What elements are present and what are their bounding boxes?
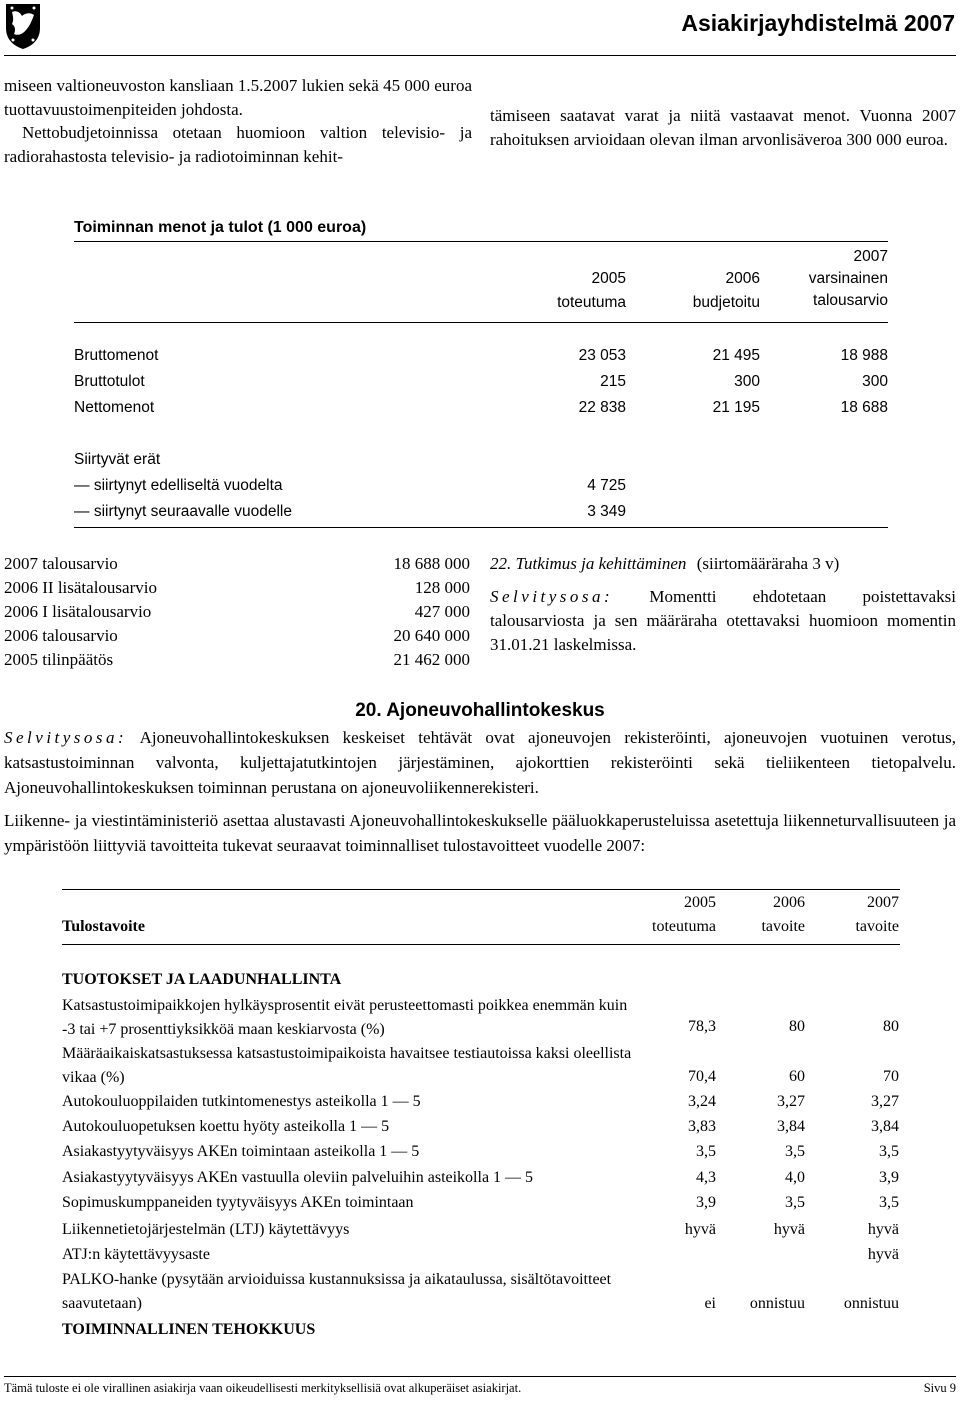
goals-section-title: TOIMINNALLINEN TEHOKKUUS <box>62 1321 316 1338</box>
value-2006: 60 <box>789 1068 805 1085</box>
goals-header-2005 <box>616 891 716 939</box>
budget-label: 2006 II lisätalousarvio <box>4 578 157 597</box>
section-number: 22. <box>490 554 512 573</box>
finance-header-2005 <box>506 266 626 316</box>
value-2005: 4 725 <box>587 477 626 494</box>
selvitys-label: Selvitysosa: <box>490 587 614 606</box>
value-2005: 4,3 <box>696 1169 716 1186</box>
finance-bottom-rule <box>74 527 888 528</box>
value-2005: 3,5 <box>696 1143 716 1160</box>
section-body: Momentti ehdotetaan poistettavaksi talousarviosta ja sen määräraha otettavaksi huomioon momentin 31.01.21 laskelmissa. <box>490 587 957 654</box>
row-label: Bruttotulot <box>74 373 145 390</box>
budget-value: 427 000 <box>414 602 470 621</box>
header-kind: tavoite <box>855 918 899 935</box>
goals-header-rule <box>62 944 900 945</box>
value-2006: 3,5 <box>785 1143 805 1160</box>
document-title: Asiakirjayhdistelmä 2007 <box>681 10 955 36</box>
row-label-text: siirtynyt edelliseltä vuodelta <box>93 477 283 494</box>
value-2007: 3,27 <box>871 1093 899 1110</box>
value-2007: 3,84 <box>871 1118 899 1135</box>
value-2005: 78,3 <box>688 1018 716 1035</box>
section-type: (siirtomääräraha 3 v) <box>696 554 840 573</box>
table-row <box>74 473 888 499</box>
value-2005: ei <box>704 1295 716 1312</box>
row-label: Autokouluoppilaiden tutkintomenestys asteikolla 1 — 5 <box>62 1093 421 1110</box>
intro-left-column <box>4 74 472 168</box>
goals-top-rule <box>62 889 900 890</box>
row-label: Liikennetietojärjestelmän (LTJ) käytettävyys <box>62 1221 350 1238</box>
value-2007: 3,5 <box>879 1143 899 1160</box>
finance-table-title: Toiminnan menot ja tulot (1 000 euroa) <box>74 219 367 236</box>
budget-value: 21 462 000 <box>393 650 470 669</box>
budget-value: 18 688 000 <box>393 554 470 573</box>
value-2007: hyvä <box>867 1221 899 1238</box>
intro-right-column <box>490 104 956 151</box>
value-2007: 18 988 <box>840 347 888 364</box>
goals-header-2007 <box>799 891 899 939</box>
section-22 <box>490 552 956 657</box>
header-year: 2005 <box>591 270 626 287</box>
value-2005: 3,83 <box>688 1118 716 1135</box>
row-label: Siirtyvät erät <box>74 451 161 468</box>
page-number: Sivu 9 <box>923 1381 956 1395</box>
row-label: Määräaikaiskatsastuksessa katsastustoimipaikoista havaitsee testiautoissa kaksi oleellista vikaa (%) <box>62 1045 632 1086</box>
value-2007: onnistuu <box>843 1295 899 1312</box>
budget-label: 2006 talousarvio <box>4 626 118 645</box>
section-20-body <box>4 725 956 858</box>
row-label-text: siirtynyt seuraavalle vuodelle <box>93 503 292 520</box>
budget-list-item <box>4 576 470 600</box>
value-2007: 80 <box>883 1018 899 1035</box>
section-title: Tutkimus ja kehittäminen <box>515 554 687 573</box>
budget-value: 128 000 <box>414 578 470 597</box>
value-2006: 3,27 <box>777 1093 805 1110</box>
body-paragraph: Liikenne- ja viestintäministeriö asettaa alustavasti Ajoneuvohallintokeskukselle pääluokkaperusteluissa asetettuja liikenneturvallisuuteen ja ympäristöön liittyviä tavoitteita tukevat seuraavat toiminnalliset tulostavoitteet vuodelle 2007: <box>4 811 956 855</box>
value-2007: 18 688 <box>840 399 888 416</box>
row-label: Nettomenot <box>74 399 155 416</box>
table-row <box>74 343 888 369</box>
header-year: 2007 <box>853 248 888 265</box>
row-label: Autokouluopetuksen koettu hyöty asteikolla 1 — 5 <box>62 1118 390 1135</box>
value-2005: 215 <box>600 373 626 390</box>
footer-disclaimer: Tämä tuloste ei ole virallinen asiakirja vaan oikeudellisesti merkityksellisiä ovat alkuperäiset asiakirjat. <box>4 1381 522 1395</box>
value-2006: 3,84 <box>777 1118 805 1135</box>
header-year: 2006 <box>773 894 805 911</box>
value-2006: 21 495 <box>712 347 760 364</box>
header-year: 2006 <box>725 270 760 287</box>
value-2007: 3,9 <box>879 1169 899 1186</box>
finance-top-rule <box>74 241 888 242</box>
value-2006: hyvä <box>773 1221 805 1238</box>
goals-header-2006 <box>705 891 805 939</box>
value-2005: 23 053 <box>578 347 626 364</box>
value-2006: 4,0 <box>785 1169 805 1186</box>
value-2005: hyvä <box>684 1221 716 1238</box>
intro-paragraph: miseen valtioneuvoston kansliaan 1.5.2007 lukien sekä 45 000 euroa tuottavuustoimenpiteiden johdosta. <box>4 76 472 119</box>
value-2006: 80 <box>789 1018 805 1035</box>
table-row <box>74 395 888 421</box>
budget-label: 2006 I lisätalousarvio <box>4 602 152 621</box>
selvitys-label: Selvitysosa: <box>4 728 128 747</box>
budget-list-item <box>4 648 470 672</box>
header-kind: tavoite <box>761 918 805 935</box>
header-kind: budjetoitu <box>692 294 760 311</box>
value-2005: 3,24 <box>688 1093 716 1110</box>
value-2005: 22 838 <box>578 399 626 416</box>
header-rule <box>4 55 956 56</box>
table-row <box>74 369 888 395</box>
budget-label: 2005 tilinpäätös <box>4 650 114 669</box>
footer-rule <box>4 1376 956 1377</box>
intro-paragraph: tämiseen saatavat varat ja niitä vastaavat menot. Vuonna 2007 rahoituksen arvioidaan olevan ilman arvonlisäveroa 300 000 euroa. <box>490 106 956 149</box>
goals-section-title: TUOTOKSET JA LAADUNHALLINTA <box>62 971 342 988</box>
paragraph-text: Ajoneuvohallintokeskuksen keskeiset tehtävät ovat ajoneuvojen rekisteröinti, ajoneuvojen vuotuinen verotus, katsastustoiminnan valvonta, kuljettajatutkintojen järjestäminen, ajokorttien rekisteröinti sekä tieliikenteen tietopalvelu. Ajoneuvohallintokeskuksen toiminnan perustana on ajoneuvoliikennerekisteri. <box>4 728 957 797</box>
row-label: Sopimuskumppaneiden tyytyväisyys AKEn toimintaan <box>62 1194 414 1211</box>
body-paragraph <box>4 725 956 800</box>
budget-list-item <box>4 552 470 576</box>
header-kind: toteutuma <box>652 918 716 935</box>
budget-list-item <box>4 600 470 624</box>
value-2007: 300 <box>862 373 888 390</box>
value-2005: 3 349 <box>587 503 626 520</box>
row-label: PALKO-hanke (pysytään arvioiduissa kustannuksissa ja aikataulussa, sisältötavoitteet saavutetaan) <box>62 1271 612 1312</box>
finance-header-2006 <box>640 266 760 316</box>
section-22-text <box>490 585 956 657</box>
finance-header-rule <box>74 322 888 323</box>
value-2006: 21 195 <box>712 399 760 416</box>
value-2007: 3,5 <box>879 1194 899 1211</box>
budget-list-item <box>4 624 470 648</box>
carry-title <box>74 447 888 473</box>
section-heading: 20. Ajoneuvohallintokeskus <box>355 700 605 721</box>
row-label: Bruttomenot <box>74 347 159 364</box>
header-kind: talousarvio <box>813 292 888 309</box>
header-kind: varsinainen <box>808 270 888 287</box>
value-2006: 300 <box>734 373 760 390</box>
value-2006: 3,5 <box>785 1194 805 1211</box>
value-2006: onnistuu <box>749 1295 805 1312</box>
value-2007: 70 <box>883 1068 899 1085</box>
header-year: 2007 <box>867 894 899 911</box>
budget-value: 20 640 000 <box>393 626 470 645</box>
row-label: — siirtynyt edelliseltä vuodelta <box>74 477 283 494</box>
row-label: Asiakastyytyväisyys AKEn vastuulla oleviin palveluihin asteikolla 1 — 5 <box>62 1169 534 1186</box>
header-kind: toteutuma <box>557 294 626 311</box>
row-label: Katsastustoimipaikkojen hylkäysprosentit eivät perusteettomasti poikkea enemmän kuin -3 tai +7 prosenttiyksikköä maan keskiarvosta (%) <box>62 997 628 1038</box>
row-label: — siirtynyt seuraavalle vuodelle <box>74 503 292 520</box>
goals-title: Tulostavoite <box>62 918 145 935</box>
finance-header-2007 <box>768 244 888 314</box>
section-22-heading <box>490 552 956 576</box>
row-label: ATJ:n käytettävyysaste <box>62 1246 210 1263</box>
row-label: Asiakastyytyväisyys AKEn toimintaan asteikolla 1 — 5 <box>62 1143 420 1160</box>
value-2005: 3,9 <box>696 1194 716 1211</box>
value-2005: 70,4 <box>688 1068 716 1085</box>
intro-paragraph: Nettobudjetoinnissa otetaan huomioon valtion televisio- ja radiorahastosta televisio- ja radiotoiminnan kehit- <box>4 123 472 166</box>
table-row <box>74 499 888 525</box>
coat-of-arms-icon <box>4 2 42 50</box>
budget-label: 2007 talousarvio <box>4 554 118 573</box>
header-year: 2005 <box>684 894 716 911</box>
value-2007: hyvä <box>867 1246 899 1263</box>
